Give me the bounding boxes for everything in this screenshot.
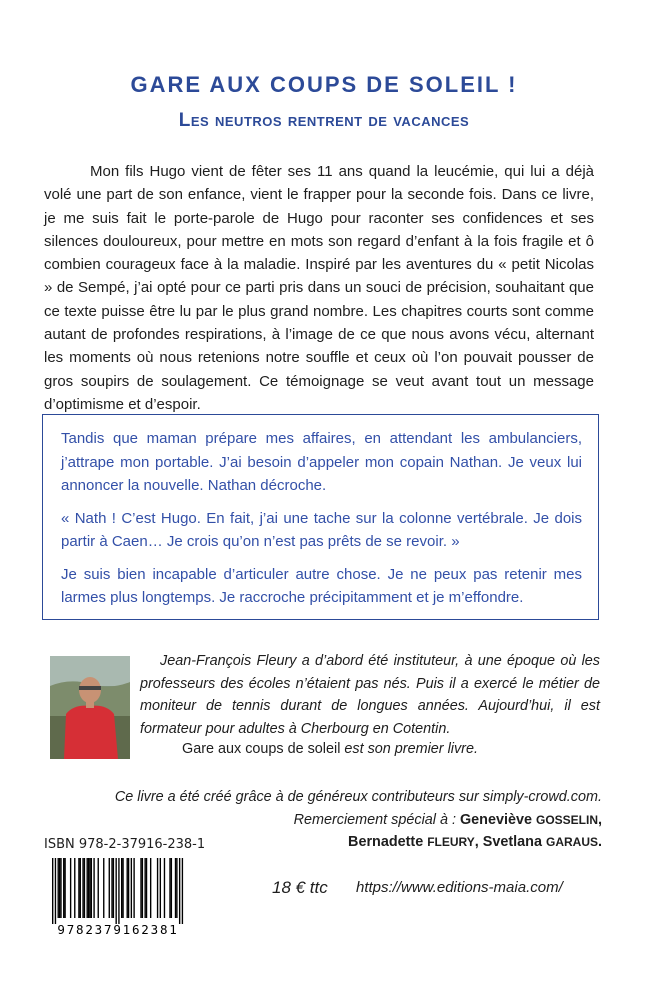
barcode-bar [176,858,177,918]
excerpt-box [42,414,599,620]
barcode-bar [74,858,75,918]
book-subtitle: Les neutros rentrent de vacances [178,110,470,131]
barcode-bar [59,858,60,918]
isbn-number: ISBN 978-2-37916-238-1 [44,837,206,852]
thanks-line [42,809,602,832]
barcode-bar [89,858,90,918]
author-photo [50,656,130,759]
barcode-bar [109,858,110,918]
barcode-bar [111,858,112,918]
barcode-bar [169,858,170,918]
thanked-person-3: Svetlana GARAUS. [482,834,602,850]
barcode-bar [52,858,53,924]
author-bio: Jean-François Fleury a d’abord été instituteur, à une époque où les professeurs des écoles n’étaient pas nés. Puis il a exercé le métier de moniteur de tennis durant de longues années. Aujourd’hui, il est formateur pour adultes à Cherbourg en Cotentin. [140,653,600,737]
barcode-bar [150,858,151,918]
barcode-bar [103,858,104,918]
book-name: Gare aux coups de soleil [182,741,341,757]
barcode-bar [87,858,88,918]
barcode-bar [91,858,92,918]
first-book-note [182,738,478,760]
barcode-bar [179,858,180,924]
credits-line: Ce livre a été créé grâce à de généreux contributeurs sur simply-crowd.com. [114,789,602,805]
barcode-bar [58,858,59,918]
barcode-bar [113,858,114,918]
synopsis-text: Mon fils Hugo vient de fêter ses 11 ans quand la leucémie, qui lui a déjà volé une part de son enfance, vient le frapper pour la seconde fois. Dans ce livre, je me suis fait le porte-parole de Hugo pour raconter ses confidences et ses silences douloureux, pour mettre en mots son regard d’enfant à la fois fragile et ô combien courageux face à la maladie. Inspiré par les aventures du « petit Nicolas » de Sempé, j’ai opté pour ce parti pris dans un souci de précision, souhaitant que ce texte puisse être lu par le plus grand nombre. Les chapitres courts sont comme autant de profondes respirations, à l’image de ce que nous avons vécu, alternant les moments où nous retenions notre souffle et ceux où l’on pouvait pousser de gros soupirs de soulagement. Ce témoignage se veut avant tout un message d’optimisme et d’espoir. [44,163,594,413]
barcode-bar [127,858,128,918]
thanks-prefix: Remerciement spécial à : [293,811,456,828]
barcode-bar [131,858,132,918]
barcode-bar [70,858,71,918]
barcode-bar [146,858,147,918]
first-book-rest: est son premier livre. [344,741,478,757]
author-portrait-image [50,656,130,759]
book-title: GARE AUX COUPS DE SOLEIL ! [130,72,518,97]
barcode-digits: 9782379162381 [57,922,179,937]
price: 18 € ttc [272,878,328,897]
barcode-bar [55,858,56,924]
barcode-bar [175,858,176,918]
thanked-person-1: Geneviève GOSSELIN, [459,811,602,828]
barcode-bar [128,858,129,918]
barcode-bar [63,858,64,918]
barcode-bar [84,858,85,918]
barcode-bar [142,858,143,918]
barcode-bar [144,858,145,918]
barcode-bar [164,858,165,918]
barcode-bar [78,858,79,918]
barcode-bar [171,858,172,918]
excerpt-paragraph-2: « Nath ! C’est Hugo. En fait, j’ai une tache sur la colonne vertébrale. Je dois partir à Caen… Je crois qu’on n’est pas prêts de se revoir. » [61,509,582,550]
barcode-bar [160,858,161,918]
barcode-bar [82,858,83,918]
synopsis-paragraph [44,160,594,416]
excerpt-paragraph-1: Tandis que maman prépare mes affaires, en attendant les ambulanciers, j’attrape mon portable. J’ai besoin d’appeler mon copain Nathan. Je veux lui annoncer la nouvelle. Nathan décroche. [61,430,582,494]
excerpt-paragraph-3: Je suis bien incapable d’articuler autre chose. Je ne peux pas retenir mes larmes plus longtemps. Je raccroche précipitamment et je m’effondre. [61,565,582,606]
barcode-bar [60,858,61,918]
thanked-person-2: Bernadette FLEURY, [348,834,479,850]
barcode-bar [64,858,65,918]
barcode-bar [88,858,89,918]
barcode-bar [122,858,123,918]
publisher-website: https://www.editions-maia.com/ [356,879,563,896]
barcode-bar [140,858,141,918]
barcode-bar [98,858,99,918]
barcode [42,855,194,937]
barcode-bar [93,858,94,918]
barcode-bar [182,858,183,924]
barcode-bar [115,858,116,924]
barcode-bar [157,858,158,918]
barcode-bar [118,858,119,924]
barcode-bar [121,858,122,918]
barcode-bar [133,858,134,918]
barcode-bar [80,858,81,918]
